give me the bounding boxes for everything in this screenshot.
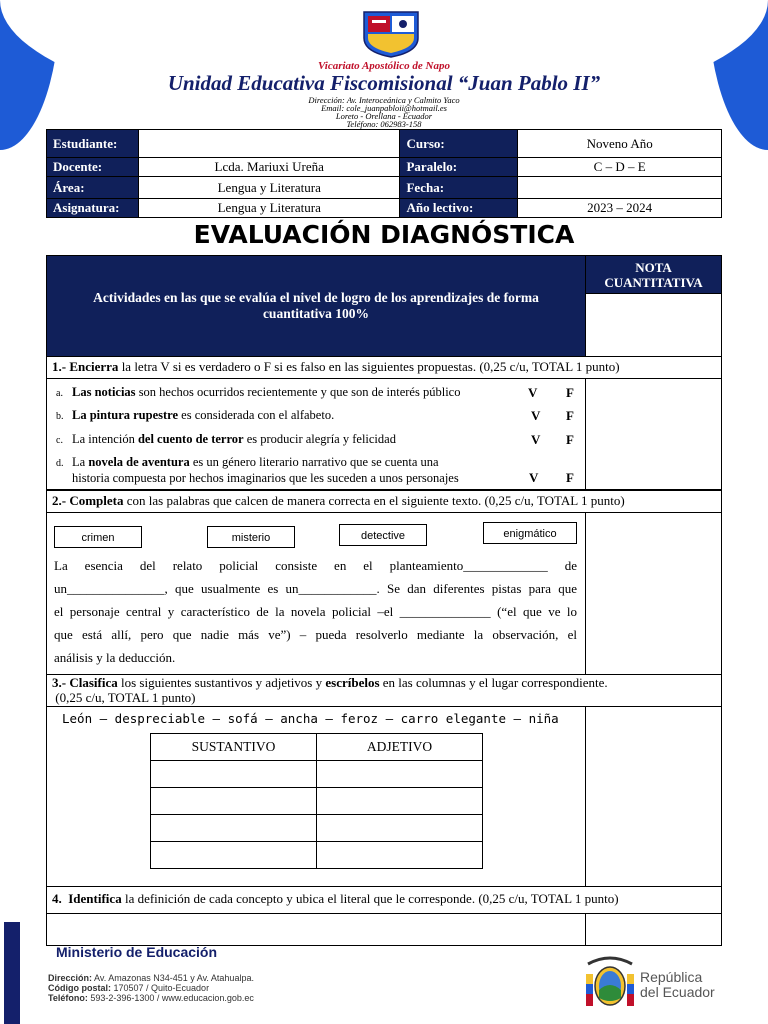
anio-lectivo-label: Año lectivo: <box>400 199 518 218</box>
q3-points: (0,25 c/u, TOTAL 1 punto) <box>55 690 196 705</box>
q3-word-list: León – despreciable – sofá – ancha – feroz – carro elegante – niña <box>62 711 559 726</box>
word-box-enigmatico: enigmático <box>483 522 577 544</box>
q1-item-a: a. Las noticias son hechos ocurridos recientemente y que son de interés público <box>56 385 461 399</box>
estudiante-label: Estudiante: <box>47 130 139 158</box>
activities-header: Actividades en las que se evalúa el nivel de logro de los aprendizajes de forma cuantitativa 100% <box>46 255 586 357</box>
q4-number: 4. <box>52 891 62 906</box>
q2-verb: Completa <box>69 493 124 508</box>
student-info-table <box>46 129 722 218</box>
area-label: Área: <box>47 177 139 199</box>
vicariato-text: Vicariato Apostólico de Napo <box>318 60 450 72</box>
q3-verb: Clasifica <box>69 675 118 690</box>
school-address-line: Dirección: Av. Interoceánica y Calmito Yaco <box>308 95 460 105</box>
word-box-crimen: crimen <box>54 526 142 548</box>
q1-a-false-option[interactable]: F <box>566 385 574 400</box>
sustantivo-cell[interactable] <box>151 761 317 788</box>
school-phone-line: Teléfono: 062983-158 <box>346 119 422 129</box>
q1-number: 1.- <box>52 359 67 374</box>
q1-item-b: b. La pintura rupestre es considerada con el alfabeto. <box>56 408 335 422</box>
docente-label: Docente: <box>47 158 139 177</box>
question-3-header: 3.- Clasifica los siguientes sustantivos y adjetivos y escríbelos en las columnas y el lugar correspondiente. (0,25 c/u, TOTAL 1 punto) <box>46 674 722 707</box>
q3-number: 3.- <box>52 675 67 690</box>
question-4-header <box>46 886 722 914</box>
q2-text-line-1: La esencia del relato policial consiste en el planteamiento_____________ de <box>54 558 577 573</box>
sustantivo-column-header: SUSTANTIVO <box>151 734 317 761</box>
page-title: EVALUACIÓN DIAGNÓSTICA <box>193 220 575 249</box>
asignatura-value: Lengua y Literatura <box>138 199 400 218</box>
q2-grade-field[interactable] <box>585 512 722 675</box>
q1-b-false-option[interactable]: F <box>566 408 574 423</box>
question-4-body <box>46 913 586 946</box>
sustantivo-cell[interactable] <box>151 842 317 869</box>
adjetivo-cell[interactable] <box>317 761 483 788</box>
ministerio-label: Ministerio de Educación <box>56 944 218 960</box>
q3-grade-field[interactable] <box>585 706 722 887</box>
adjetivo-column-header: ADJETIVO <box>317 734 483 761</box>
question-2-header <box>46 490 722 513</box>
q1-item-c: c. La intención del cuento de terror es producir alegría y felicidad <box>56 432 396 446</box>
republica-ecuador-logo-text: República del Ecuador <box>640 969 715 1000</box>
adjetivo-cell[interactable] <box>317 788 483 815</box>
anio-lectivo-value: 2023 – 2024 <box>518 199 722 218</box>
question-1-header <box>46 356 722 379</box>
footer-postal-code: Código postal: 170507 / Quito-Ecuador <box>48 983 210 993</box>
footer-accent-bar <box>4 922 20 1024</box>
curso-label: Curso: <box>400 130 518 158</box>
q2-text-line-4: que está allí, pero que nadie más ve”) – pueda resolverlo mediante la observación, el <box>54 627 577 642</box>
q1-item-d: d. La novela de aventura es un género literario narrativo que se cuenta una historia compuesta por hechos imaginarios que les suceden a unos personajes <box>56 455 459 485</box>
q2-text-line-5: análisis y la deducción. <box>54 650 176 665</box>
school-email-line: Email: cole_juanpabloii@hotmail.es <box>321 103 447 113</box>
paralelo-label: Paralelo: <box>400 158 518 177</box>
q1-a-true-option[interactable]: V <box>528 385 538 400</box>
q1-instructions: la letra V si es verdadero o F si es falso en las siguientes propuestas. (0,25 c/u, TOTAL 1 punto) <box>118 359 620 374</box>
q4-grade-field[interactable] <box>585 913 722 946</box>
footer-address: Dirección: Av. Amazonas N34-451 y Av. Atahualpa. <box>48 973 254 983</box>
q1-grade-field[interactable] <box>585 378 722 490</box>
adjetivo-cell[interactable] <box>317 815 483 842</box>
ecuador-coat-of-arms-icon <box>582 950 638 1012</box>
school-name: Unidad Educativa Fiscomisional “Juan Pablo II” <box>167 71 601 95</box>
sustantivo-cell[interactable] <box>151 815 317 842</box>
footer-phone: Teléfono: 593-2-396-1300 / www.educacion.gob.ec <box>48 993 254 1003</box>
q1-verb: Encierra <box>69 359 119 374</box>
docente-value: Lcda. Mariuxi Ureña <box>138 158 400 177</box>
curso-value: Noveno Año <box>518 130 722 158</box>
q4-verb: Identifica <box>68 891 122 906</box>
fecha-field[interactable] <box>518 177 722 199</box>
q2-number: 2.- <box>52 493 67 508</box>
q1-b-true-option[interactable]: V <box>531 408 541 423</box>
fecha-label: Fecha: <box>400 177 518 199</box>
sustantivo-cell[interactable] <box>151 788 317 815</box>
q2-text-line-3: el personaje central y característico de la novela policial –el ______________ (“el que ve lo <box>54 604 577 619</box>
adjetivo-cell[interactable] <box>317 842 483 869</box>
classification-table <box>150 733 483 869</box>
q3-verb2: escríbelos <box>325 675 380 690</box>
q4-instructions: la definición de cada concepto y ubica el literal que le corresponde. (0,25 c/u, TOTAL 1 punto) <box>121 891 619 906</box>
q3-instructions: en las columnas y el lugar correspondiente. <box>379 675 608 690</box>
school-logo-icon <box>360 8 422 58</box>
q1-d-true-option[interactable]: V <box>529 470 539 485</box>
q2-instructions: con las palabras que calcen de manera correcta en el siguiente texto. (0,25 c/u, TOTAL 1 punto) <box>123 493 625 508</box>
q1-c-false-option[interactable]: F <box>566 432 574 447</box>
word-box-misterio: misterio <box>207 526 295 548</box>
paralelo-value: C – D – E <box>518 158 722 177</box>
nota-total-field[interactable] <box>585 293 722 357</box>
q2-text-line-2: un_______________, que usualmente es un____________. Se dan diferentes pistas para que <box>54 581 577 596</box>
q1-c-true-option[interactable]: V <box>531 432 541 447</box>
school-location-line: Loreto - Orellana - Ecuador <box>335 111 433 121</box>
word-box-detective: detective <box>339 524 427 546</box>
nota-cuantitativa-header: NOTA CUANTITATIVA <box>585 255 722 294</box>
area-value: Lengua y Literatura <box>138 177 400 199</box>
q1-d-false-option[interactable]: F <box>566 470 574 485</box>
asignatura-label: Asignatura: <box>47 199 139 218</box>
estudiante-field[interactable] <box>138 130 400 158</box>
